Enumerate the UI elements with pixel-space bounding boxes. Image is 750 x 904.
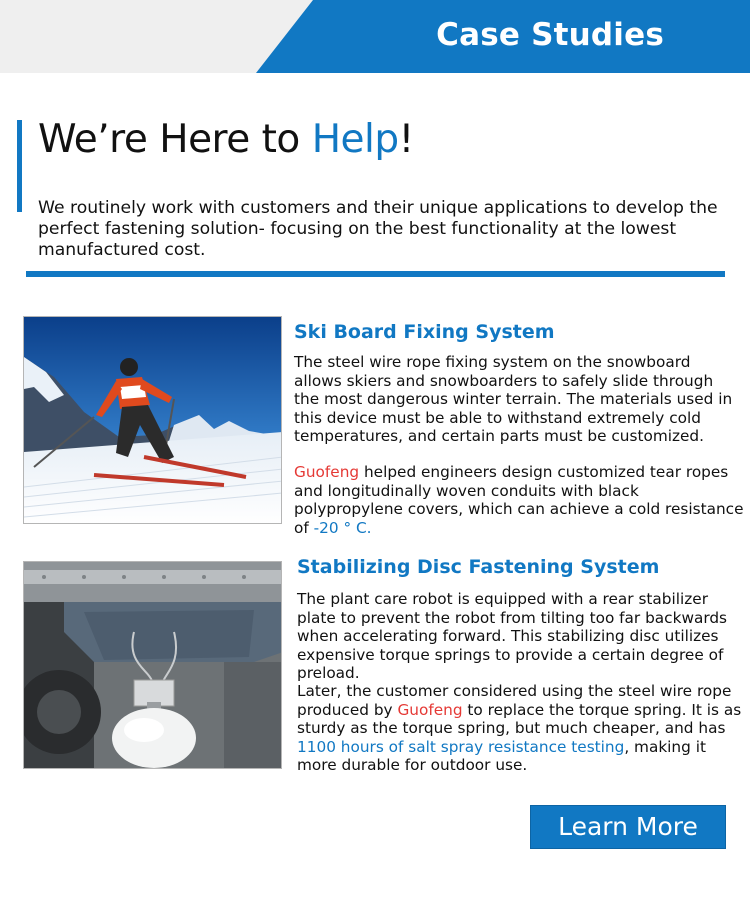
case-details-text-b: to replace the torque spring. It is as sturdy as the torque spring, but much cheaper, and has xyxy=(297,700,742,738)
case-details-text: helped engineers design customized tear ropes and longitudinally woven conduits with black polypropylene covers, which can achieve a cold resistance of xyxy=(294,463,744,537)
case-details-ski-board xyxy=(294,463,750,537)
skier-photo xyxy=(23,316,282,524)
salt-spray-test-value: 1100 hours of salt spray resistance testing xyxy=(297,737,625,756)
intro-description: We routinely work with customers and their unique applications to develop the perfect fastening solution- focusing on the best functionality at the lowest manufactured cost. xyxy=(38,198,718,260)
case-details-stabilizing-disc xyxy=(297,682,749,775)
intro-heading-highlight: Help xyxy=(311,117,399,162)
case-title-stabilizing-disc: Stabilizing Disc Fastening System xyxy=(297,556,660,578)
intro-accent-bar xyxy=(17,120,22,212)
intro-heading-suffix: ! xyxy=(398,117,414,162)
section-divider xyxy=(26,271,725,277)
intro-heading xyxy=(38,117,414,162)
learn-more-button[interactable]: Learn More xyxy=(530,805,726,849)
cold-resistance-value: -20 ° C. xyxy=(313,518,372,537)
brand-name: Guofeng xyxy=(397,700,463,719)
page-title: Case Studies xyxy=(436,17,664,53)
brand-name: Guofeng xyxy=(294,463,360,481)
case-title-ski-board: Ski Board Fixing System xyxy=(294,321,555,343)
case-details-text-c: , making it more durable for outdoor use. xyxy=(297,737,706,775)
robot-stabilizer-photo xyxy=(23,561,282,769)
intro-heading-prefix: We’re Here to xyxy=(38,117,312,162)
case-details-text-a: Later, the customer considered using the steel wire rope produced by xyxy=(297,682,732,719)
skier-illustration xyxy=(24,317,282,524)
robot-illustration xyxy=(24,562,282,769)
case-description-stabilizing-disc: The plant care robot is equipped with a rear stabilizer plate to prevent the robot from tilting too far backwards when accelerating forward. This stabilizing disc utilizes expensive torque springs to provide a certain degree of preload. xyxy=(297,590,728,683)
case-description-ski-board: The steel wire rope fixing system on the snowboard allows skiers and snowboarders to safely slide through the most dangerous winter terrain. The materials used in this device must be able to withstand extremely cold temperatures, and certain parts must be customized. xyxy=(294,353,733,446)
